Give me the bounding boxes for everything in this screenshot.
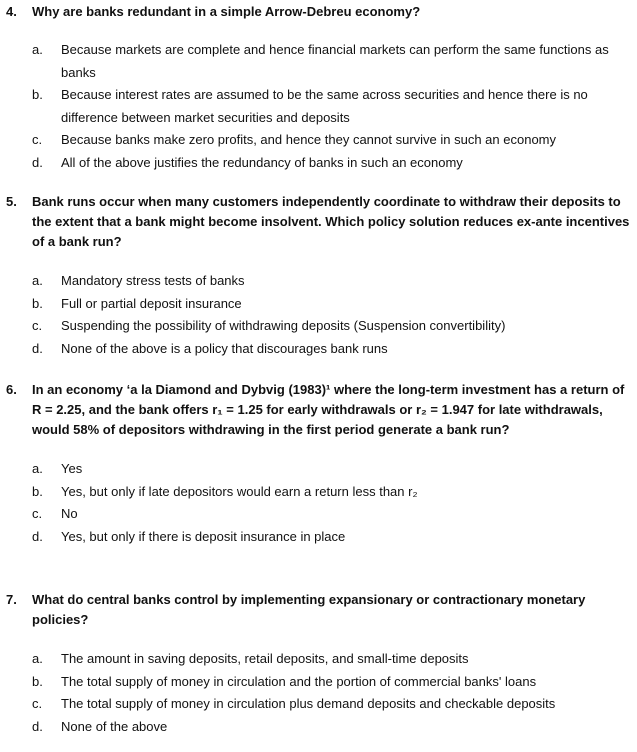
question-number: 4. [6, 4, 17, 19]
option-d[interactable] [6, 716, 632, 739]
option-b[interactable] [6, 84, 632, 129]
question-7 [6, 590, 632, 738]
question-header [6, 590, 632, 630]
option-c[interactable] [6, 503, 632, 526]
question-number: 7. [6, 592, 17, 607]
option-text: The total supply of money in circulation and the portion of commercial banks' loans [61, 673, 537, 689]
option-d[interactable] [6, 338, 632, 361]
question-header [6, 192, 632, 252]
option-text: Because banks make zero profits, and hence they cannot survive in such an economy [61, 132, 557, 147]
option-c[interactable] [6, 315, 632, 338]
option-letter: a. [32, 651, 43, 666]
option-text: Because interest rates are assumed to be the same across securities and hence there is no difference between market securities and deposits [61, 87, 588, 125]
option-text: Full or partial deposit insurance [61, 295, 242, 311]
option-b[interactable] [6, 671, 632, 694]
option-list [6, 458, 632, 548]
option-letter: a. [32, 461, 43, 476]
option-text: The amount in saving deposits, retail deposits, and small-time deposits [61, 651, 469, 666]
question-text: Bank runs occur when many customers independently coordinate to withdraw their deposits to the extent that a bank might become insolvent. Which policy solution reduces ex-ante incentives of a bank run? [32, 194, 630, 249]
question-5 [6, 192, 632, 360]
question-4 [6, 2, 632, 174]
option-letter: b. [32, 87, 43, 102]
option-text: All of the above justifies the redundancy of banks in such an economy [61, 154, 463, 170]
option-text: The total supply of money in circulation plus demand deposits and checkable deposits [61, 696, 556, 711]
option-c[interactable] [6, 129, 632, 152]
option-list [6, 270, 632, 360]
option-b[interactable] [6, 293, 632, 316]
option-b[interactable] [6, 481, 632, 504]
option-letter: b. [32, 295, 43, 311]
option-text: Because markets are complete and hence financial markets can perform the same functions as banks [61, 42, 609, 80]
option-text: Yes, but only if there is deposit insurance in place [61, 528, 346, 544]
option-letter: b. [32, 483, 43, 499]
option-letter: a. [32, 42, 43, 57]
option-a[interactable] [6, 648, 632, 671]
option-a[interactable] [6, 270, 632, 293]
option-letter: d. [32, 528, 43, 544]
option-text: None of the above is a policy that discourages bank runs [61, 340, 388, 356]
question-text: Why are banks redundant in a simple Arrow-Debreu economy? [32, 4, 421, 19]
option-letter: b. [32, 673, 43, 689]
option-letter: c. [32, 506, 43, 521]
question-6 [6, 380, 632, 548]
question-header [6, 2, 632, 22]
question-number: 6. [6, 382, 17, 397]
option-d[interactable] [6, 152, 632, 175]
question-text: In an economy ‘a la Diamond and Dybvig (1983)¹ where the long-term investment has a return of R = 2.25, and the bank offers r₁ = 1.25 for early withdrawals or r₂ = 1.947 for late withdrawals, would 58% of depositors withdrawing in the first period generate a bank run? [32, 382, 625, 437]
option-letter: a. [32, 273, 43, 288]
option-d[interactable] [6, 526, 632, 549]
option-text: Yes, but only if late depositors would earn a return less than r₂ [61, 483, 418, 499]
option-letter: c. [32, 696, 43, 711]
option-letter: d. [32, 340, 43, 356]
option-text: Suspending the possibility of withdrawing deposits (Suspension convertibility) [61, 318, 506, 333]
question-text: What do central banks control by implementing expansionary or contractionary monetary policies? [32, 592, 586, 627]
option-a[interactable] [6, 39, 632, 84]
option-letter: c. [32, 318, 43, 333]
option-text: None of the above [61, 718, 168, 734]
option-letter: c. [32, 132, 43, 147]
option-list [6, 648, 632, 738]
question-number: 5. [6, 194, 17, 209]
option-letter: d. [32, 154, 43, 170]
question-header [6, 380, 632, 440]
option-text: No [61, 506, 78, 521]
option-text: Mandatory stress tests of banks [61, 273, 245, 288]
option-list [6, 39, 632, 174]
option-c[interactable] [6, 693, 632, 716]
option-letter: d. [32, 718, 43, 734]
option-a[interactable] [6, 458, 632, 481]
option-text: Yes [61, 461, 83, 476]
